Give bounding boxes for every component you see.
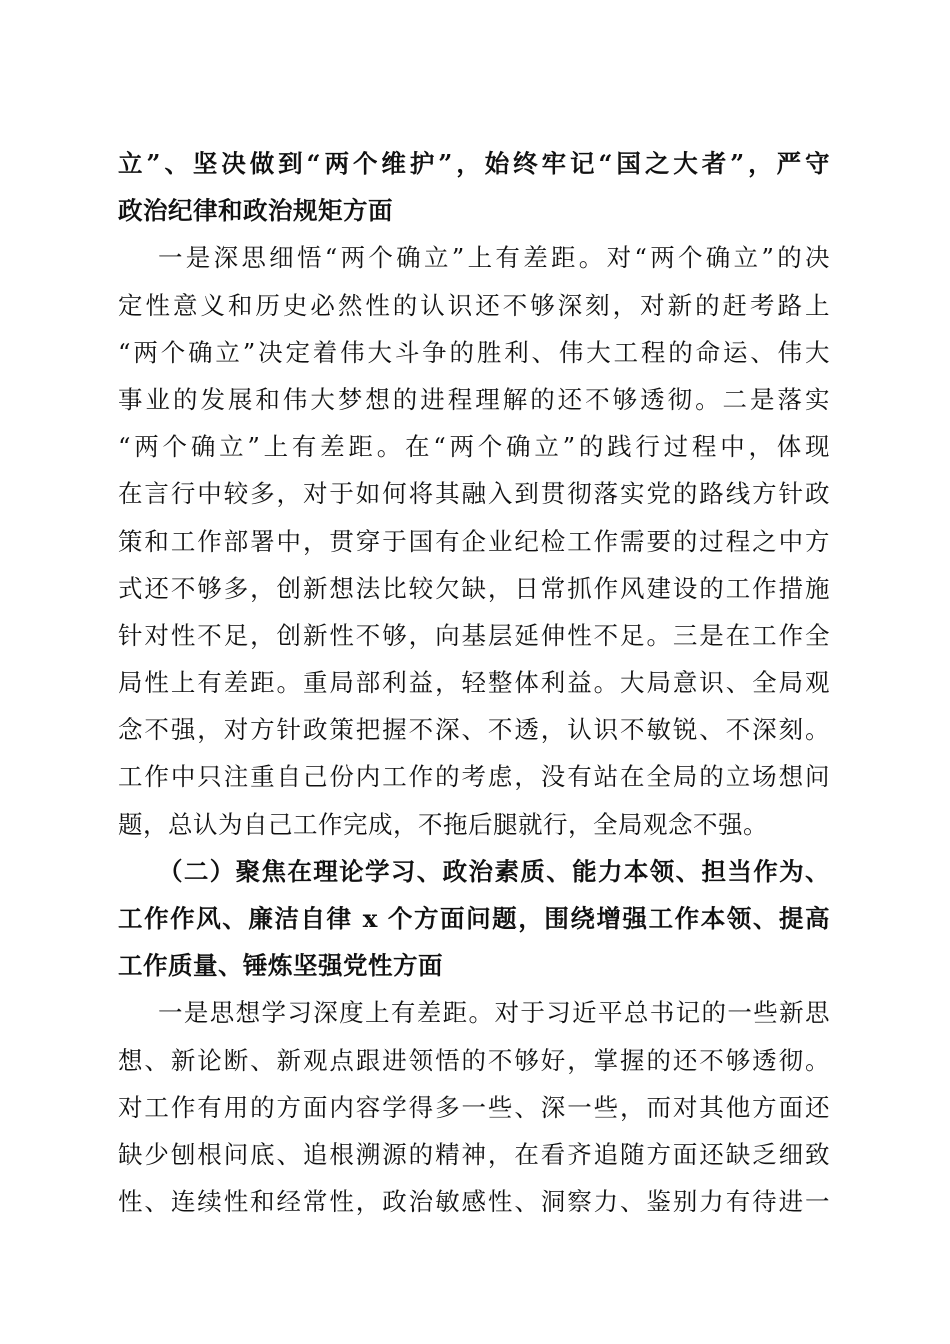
paragraph-line: 在言行中较多，对于如何将其融入到贯彻落实党的路线方针政	[118, 479, 830, 509]
paragraph-line: 题，总认为自己工作完成，不拖后腿就行，全局观念不强。	[118, 809, 768, 839]
document-body	[118, 140, 830, 1225]
paragraph-line: 想、新论断、新观点跟进领悟的不够好，掌握的还不够透彻。	[118, 1045, 830, 1075]
paragraph-line: 工作中只注重自己份内工作的考虑，没有站在全局的立场想问	[118, 762, 830, 792]
paragraph-line: “两个确立”上有差距。在“两个确立”的践行过程中，体现	[118, 432, 830, 462]
section-heading-line: 工作质量、锤炼坚强党性方面	[118, 951, 443, 981]
section-heading-line: （二）聚焦在理论学习、政治素质、能力本领、担当作为、	[158, 856, 830, 886]
paragraph-line: 针对性不足，创新性不够，向基层延伸性不足。三是在工作全	[118, 620, 830, 650]
paragraph-line: 一是思想学习深度上有差距。对于习近平总书记的一些新思	[158, 998, 830, 1028]
paragraph-line: 局性上有差距。重局部利益，轻整体利益。大局意识、全局观	[118, 668, 830, 698]
paragraph-line: 对工作有用的方面内容学得多一些、深一些，而对其他方面还	[118, 1092, 830, 1122]
paragraph-line: 缺少刨根问底、追根溯源的精神，在看齐追随方面还缺乏细致	[118, 1139, 830, 1169]
paragraph-line: “两个确立”决定着伟大斗争的胜利、伟大工程的命运、伟大	[118, 337, 830, 367]
paragraph-line: 性、连续性和经常性，政治敏感性、洞察力、鉴别力有待进一	[118, 1187, 830, 1217]
section-heading-line: 工作作风、廉洁自律 x 个方面问题，围绕增强工作本领、提高	[118, 904, 830, 933]
paragraph-line: 念不强，对方针政策把握不深、不透，认识不敏锐、不深刻。	[118, 715, 830, 745]
section-heading-line: 立”、坚决做到“两个维护”，始终牢记“国之大者”，严守	[118, 149, 830, 178]
section-heading-line: 政治纪律和政治规矩方面	[118, 196, 393, 226]
paragraph-line: 事业的发展和伟大梦想的进程理解的还不够透彻。二是落实	[118, 384, 830, 414]
paragraph-line: 式还不够多，创新想法比较欠缺，日常抓作风建设的工作措施	[118, 573, 830, 603]
paragraph-line: 策和工作部署中，贯穿于国有企业纪检工作需要的过程之中方	[118, 526, 830, 556]
paragraph-line: 定性意义和历史必然性的认识还不够深刻，对新的赶考路上	[118, 290, 830, 320]
paragraph-line: 一是深思细悟“两个确立”上有差距。对“两个确立”的决	[158, 243, 830, 273]
